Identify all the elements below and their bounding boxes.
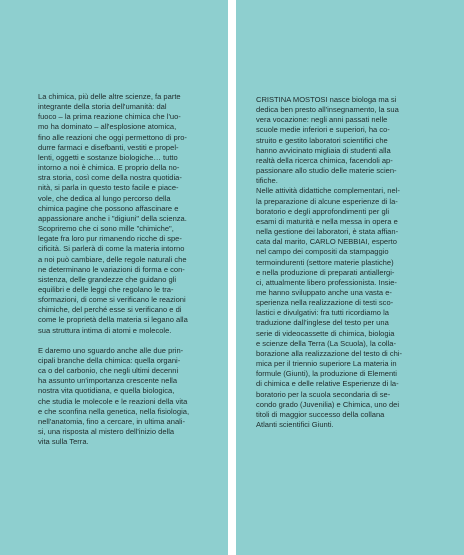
text-line: tifiche.: [256, 176, 278, 186]
text-line: mo ha dominato – all'esplosione atomica,: [38, 122, 177, 132]
text-line: condo grado (Juvenilia) e Chimica, uno dei: [256, 399, 400, 409]
text-line: che studia le molecole e le reazioni della vita: [38, 396, 188, 406]
text-line: ne determinano le variazioni di forma e con-: [38, 264, 185, 274]
text-line: ca o del carbonio, che negli ultimi decenni: [38, 366, 179, 376]
text-line: formule (Giunti), la produzione di Elementi: [256, 369, 397, 379]
text-line: boratorio e degli approfondimenti per gli: [256, 206, 389, 216]
text-line: borazione alla realizzazione del testo di chi-: [256, 348, 402, 358]
text-line: serie di videocassette di chimica, biologia: [256, 328, 395, 338]
text-line: fuoco – la prima reazione chimica che l'uo-: [38, 112, 181, 122]
text-line: appassionare anche i "digiuni" della scienza.: [38, 213, 187, 223]
text-line: e che sconfina nella genetica, nella fisiologia,: [38, 406, 190, 416]
text-line: mica per il triennio superiore La materia in: [256, 359, 397, 369]
text-line: La chimica, più delle altre scienze, fa parte: [38, 92, 181, 101]
text-line: sperienza nella realizzazione di testi sco-: [256, 298, 394, 308]
text-line: vera vocazione: negli anni passati nelle: [256, 115, 388, 125]
text-line: nità, si parla in questo testo facile e piace-: [38, 183, 179, 193]
text-line: titoli di maggior successo della collana: [256, 409, 385, 419]
text-line: la preparazione di alcune esperienze di la-: [256, 196, 398, 206]
text-line: vole, che dedica al lungo percorso della: [38, 193, 171, 203]
book-description: [38, 92, 222, 447]
text-line: nella gestione dei laboratori, è stata affian-: [256, 227, 399, 237]
text-line: integrante della storia dell'umanità: dal: [38, 102, 167, 112]
text-line: sistenza, delle grandezze che guidano gli: [38, 274, 177, 284]
text-line: scuole medie inferiori e superiori, ha co-: [256, 125, 390, 135]
text-line: cipali branche della chimica: quella organi-: [38, 355, 181, 365]
text-line: struito e gestito laboratori scientifici che: [256, 135, 388, 145]
text-line: dedica ben presto all'insegnamento, la sua: [256, 105, 399, 115]
text-line: vita sulla Terra.: [38, 437, 89, 447]
text-line: Nelle attività didattiche complementari, nel-: [256, 186, 400, 196]
text-line: nostra vita quotidiana, e quella biologica,: [38, 386, 175, 396]
page-divider: [228, 0, 236, 555]
text-line: e nella produzione di preparati antiallergi-: [256, 267, 395, 277]
text-line: Scopriremo che ci sono mille "chimiche",: [38, 224, 174, 234]
text-line: a noi può cambiare, delle regole naturali che: [38, 254, 187, 264]
text-line: realtà della ricerca chimica, facendoli ap-: [256, 155, 393, 165]
text-line: boratorio per la scuola secondaria di se-: [256, 389, 391, 399]
text-line: chimiche, del perché esse si verificano e di: [38, 305, 182, 315]
text-line: esami di maturità e nella messa in opera e: [256, 216, 398, 226]
text-line: nell'anatomia, fino a cercare, in ultima anali-: [38, 416, 186, 426]
text-line: cificità. Si parlerà di come la materia intorno: [38, 244, 185, 254]
text-line: come le proprietà della materia si legano alla: [38, 315, 188, 325]
text-line: lastici e divulgativi: fra tutti ricordiamo la: [256, 308, 389, 318]
text-line: ci, attualmente libero professionista. Insie-: [256, 277, 397, 287]
text-line: cata dal marito, CARLO NEBBIAI, esperto: [256, 237, 397, 247]
biography-paragraph-2: [256, 186, 451, 430]
text-line: sua struttura intima di atomi e molecole.: [38, 325, 172, 335]
text-line: lenti, oggetti e sostanze biologiche… tutto: [38, 152, 178, 162]
paragraph-spacer: [38, 336, 222, 346]
text-line: stra storia, così come della nostra quotidia-: [38, 173, 182, 183]
text-line: Atlanti scientifici Giunti.: [256, 420, 334, 429]
text-line: legate fra loro pur rimanendo ricche di spe-: [38, 234, 182, 244]
author-biography: [256, 95, 451, 430]
text-line: sformazioni, di come si verificano le reazioni: [38, 295, 186, 305]
text-line: e scienze della Terra (La Scuola), la colla-: [256, 338, 396, 348]
description-paragraph-1: [38, 92, 222, 336]
text-line: hanno avvicinato migliaia di studenti alla: [256, 145, 391, 155]
text-line: intorno a noi è chimica. E proprio della no-: [38, 163, 180, 173]
text-line: termoindurenti (settore materie plastiche): [256, 257, 394, 267]
text-line: me hanno sviluppato anche una vasta e-: [256, 287, 392, 297]
text-line: E daremo uno sguardo anche alle due prin-: [38, 345, 184, 355]
text-line: ha assunto un'importanza crescente nella: [38, 376, 178, 386]
text-line: durre farmaci e disefbanti, vestiti e propel-: [38, 142, 179, 152]
text-line: nel campo dei compositi da stampaggio: [256, 247, 389, 257]
description-paragraph-2: [38, 346, 222, 448]
biography-paragraph-1: [256, 95, 451, 186]
text-line: CRISTINA MOSTOSI nasce biologa ma si: [256, 95, 397, 104]
text-line: fino alle reazioni che oggi permettono di pro-: [38, 132, 187, 142]
text-line: chimica pagine che possono affascinare e: [38, 203, 179, 213]
text-line: di chimica e delle relative Esperienze di la-: [256, 379, 399, 389]
text-line: passionare allo studio delle materie scien-: [256, 166, 397, 176]
text-line: si, una risposta al mistero dell'inizio della: [38, 427, 175, 436]
text-line: traduzione dall'inglese del testo per una: [256, 318, 389, 328]
text-line: equilibri e delle leggi che regolano le tra-: [38, 284, 174, 294]
